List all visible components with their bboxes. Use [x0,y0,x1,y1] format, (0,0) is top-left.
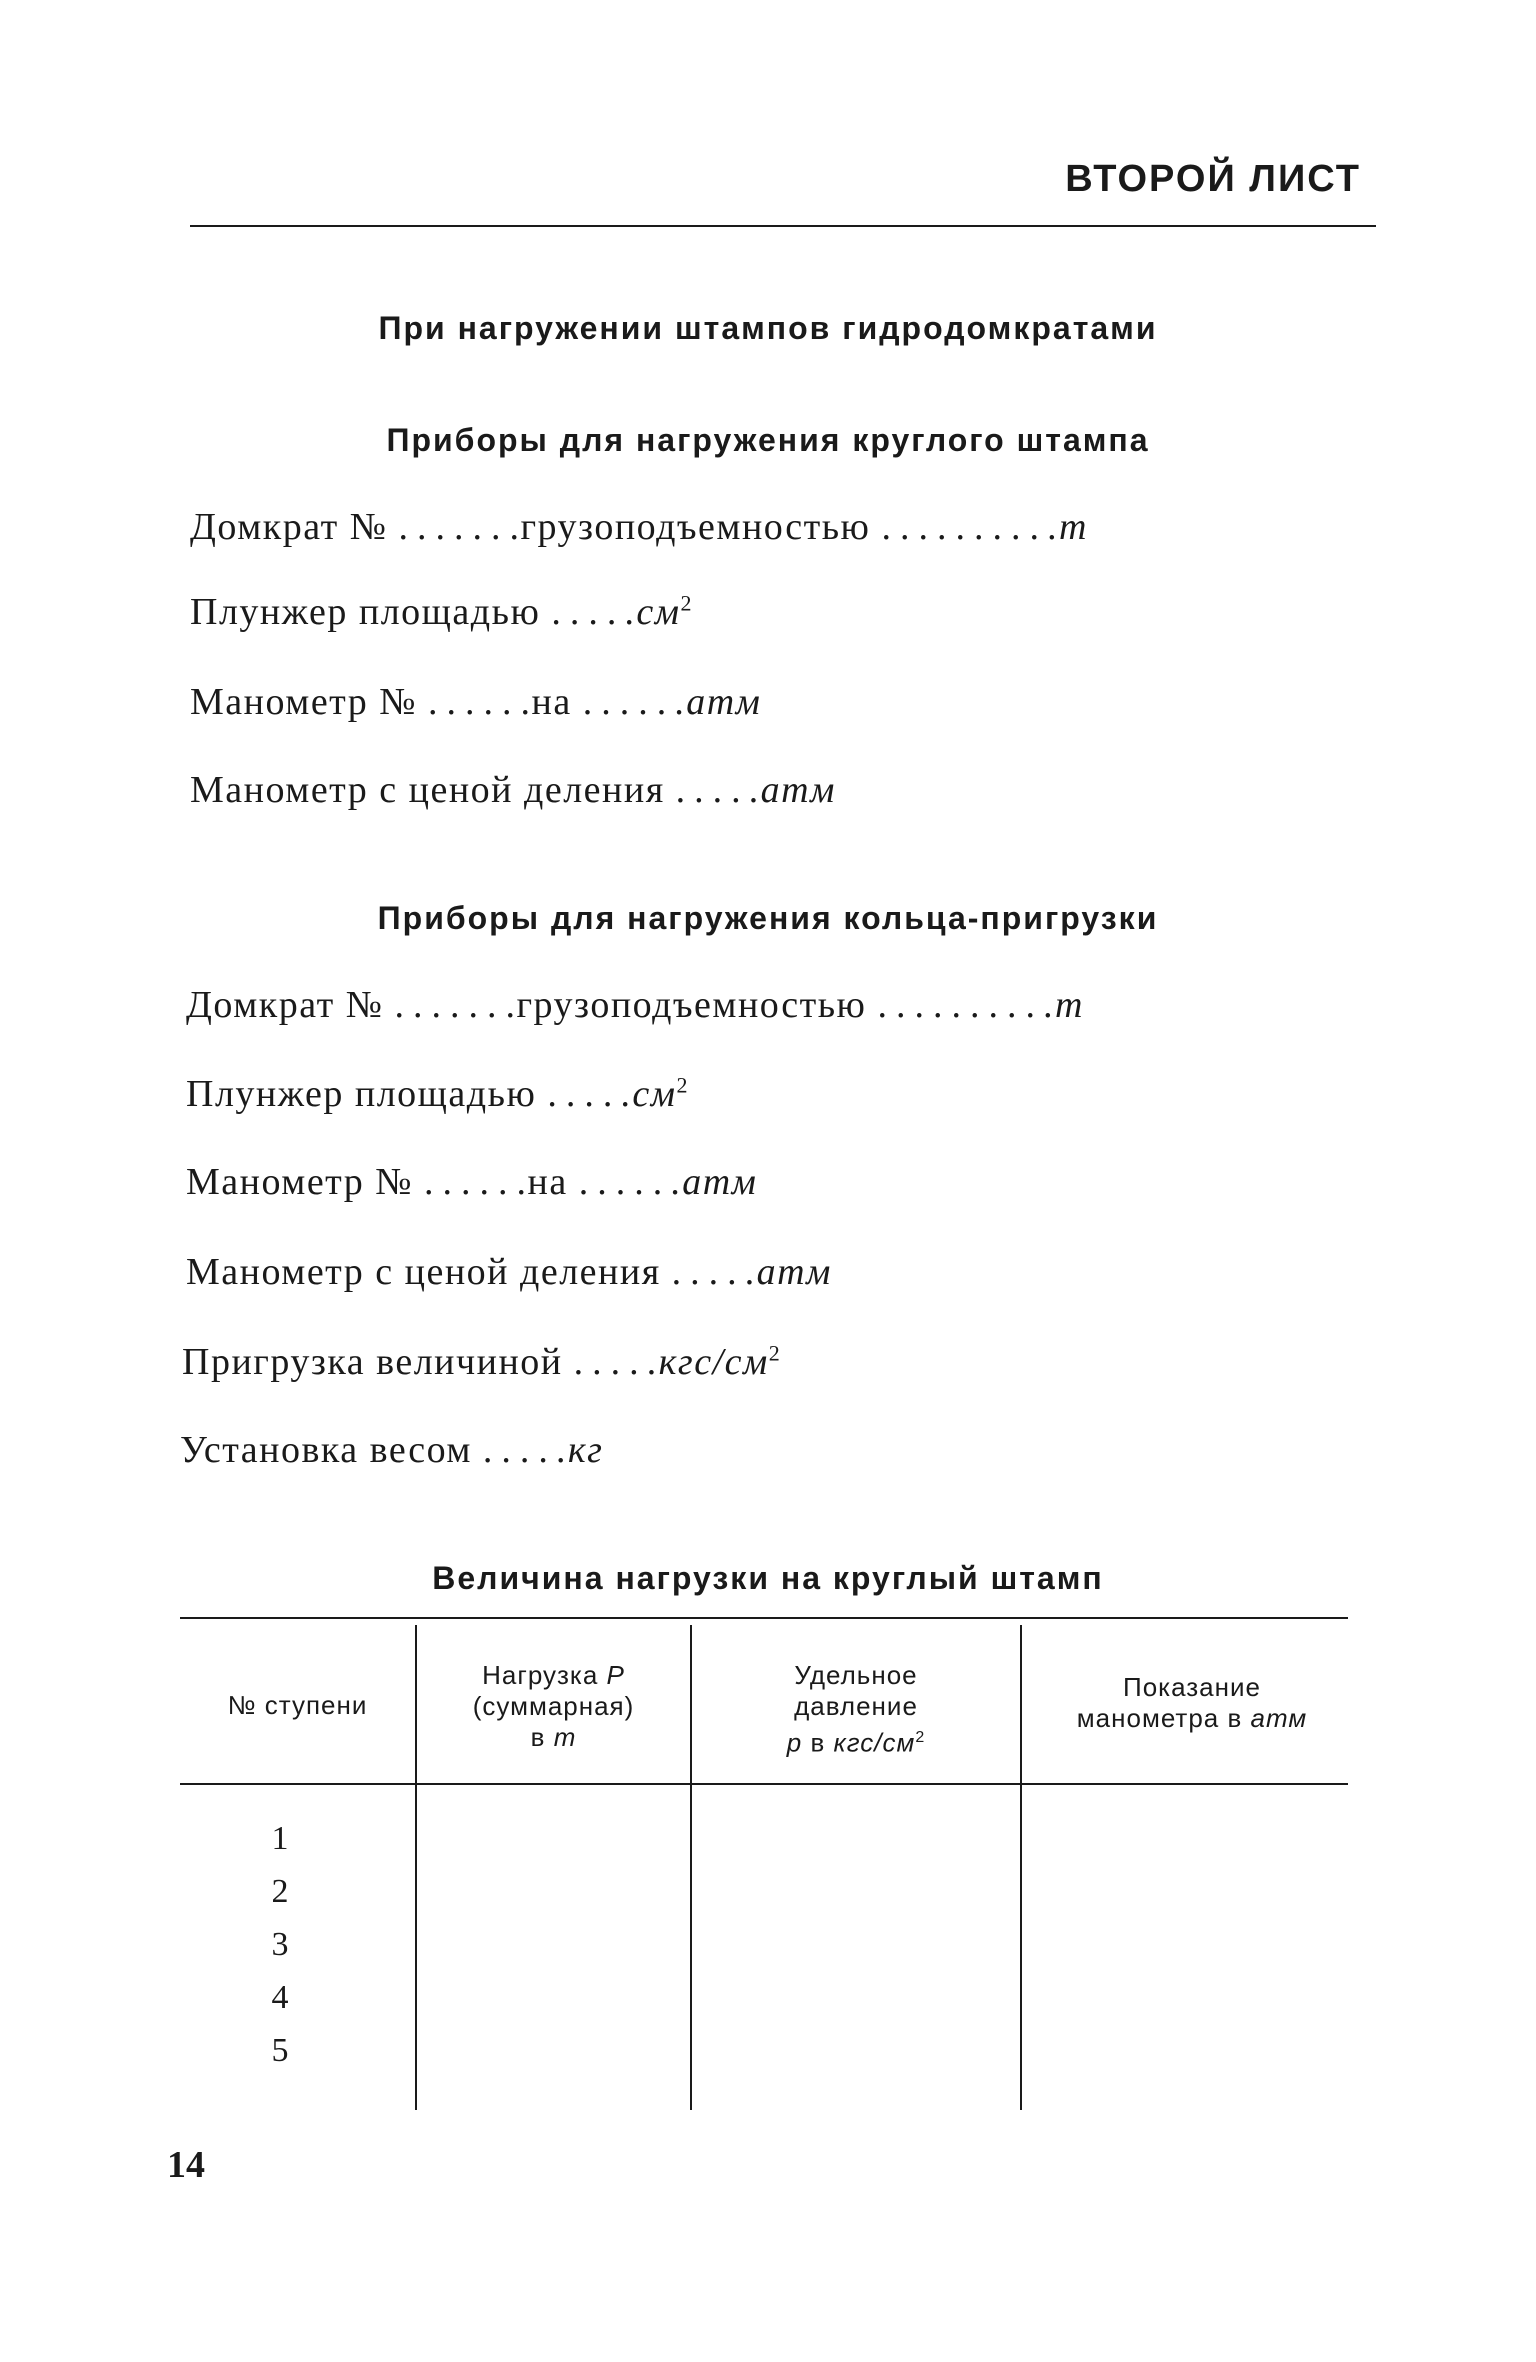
round-gauge-division-label: Манометр с ценой деления [190,769,665,811]
ring-jack-label: Домкрат № [186,984,384,1026]
ring-surcharge-label: Пригрузка величиной [182,1341,563,1383]
round-jack-label: Домкрат № [190,506,388,548]
round-plunger-unit-exp: 2 [680,590,693,616]
ring-jack-capacity-label: .грузоподъемностью [505,984,867,1026]
ring-gauge-unit: .атм [671,1161,758,1203]
table-row-step: 5 [271,2032,289,2069]
header-divider [190,225,1376,227]
round-plunger-line: Плунжер площадью $.....см^2$ [190,590,693,633]
table-header-step: № ступени [227,1690,368,1720]
ring-gauge-division-label: Манометр с ценой деления [186,1251,661,1293]
ring-gauge-label: Манометр № [186,1161,414,1203]
ring-gauge-line: Манометр № ......на ......атм [186,1161,758,1203]
ring-gauge-division-line: Манометр с ценой деления .....атм [186,1251,832,1293]
table-top-rule [180,1617,1348,1619]
table-header-rule [180,1783,1348,1785]
load-table-title: Величина нагрузки на круглый штамп [432,1560,1104,1596]
round-jack-capacity-label: .грузоподъемностью [509,506,871,548]
page-header-title: ВТОРОЙ ЛИСТ [1065,158,1361,200]
round-gauge-label: Манометр № [190,681,418,723]
ring-plunger-unit: .см [621,1073,677,1115]
table-row-step: 2 [271,1873,289,1910]
ring-plunger-line: Плунжер площадью $.....см^2$ [186,1072,689,1115]
round-jack-line: Домкрат № .......грузоподъемностью ..........т [190,506,1088,548]
ring-installation-label: Установка весом [180,1429,472,1471]
table-row-step: 4 [271,1979,289,2016]
section-title: При нагружении штампов гидродомкратами [378,310,1158,346]
ring-gauge-on: .на [516,1161,568,1203]
table-row-step: 1 [271,1820,289,1857]
ring-installation-unit: .кг [556,1429,604,1471]
table-header-pressure: Удельное давление p в кгс/$см^2$ [786,1660,926,1758]
ring-gauge-division-unit: .атм [745,1251,832,1293]
page-number: 14 [167,2144,205,2186]
round-jack-unit: .т [1047,506,1088,548]
table-header-gauge-reading: Показание манометра в атм [1076,1672,1308,1733]
round-gauge-on: .на [520,681,572,723]
ring-surcharge-line: Пригрузка величиной $.....кгс/см^2$ [182,1340,782,1383]
ring-surcharge-unit: .кгс/см [647,1341,769,1383]
round-gauge-division-line: Манометр с ценой деления .....атм [190,769,836,811]
round-stamp-heading: Приборы для нагружения круглого штампа [386,422,1150,458]
ring-jack-line: Домкрат № .......грузоподъемностью ..........т [186,984,1084,1026]
round-gauge-unit: .атм [675,681,762,723]
ring-plunger-label: Плунжер площадью [186,1073,537,1115]
table-header-load: Нагрузка P (суммарная) в т [472,1660,635,1752]
table-row-step: 3 [271,1926,289,1963]
ring-jack-unit: .т [1043,984,1084,1026]
ring-installation-line: Установка весом .....кг [180,1429,604,1471]
ring-surcharge-unit-exp: 2 [768,1340,782,1366]
round-plunger-label: Плунжер площадью [190,591,541,633]
round-plunger-unit: .см [625,591,681,633]
ring-plunger-unit-exp: 2 [676,1072,689,1098]
ring-surcharge-heading: Приборы для нагружения кольца-пригрузки [377,900,1159,936]
round-gauge-line: Манометр № ......на ......атм [190,681,762,723]
round-gauge-division-unit: .атм [749,769,836,811]
